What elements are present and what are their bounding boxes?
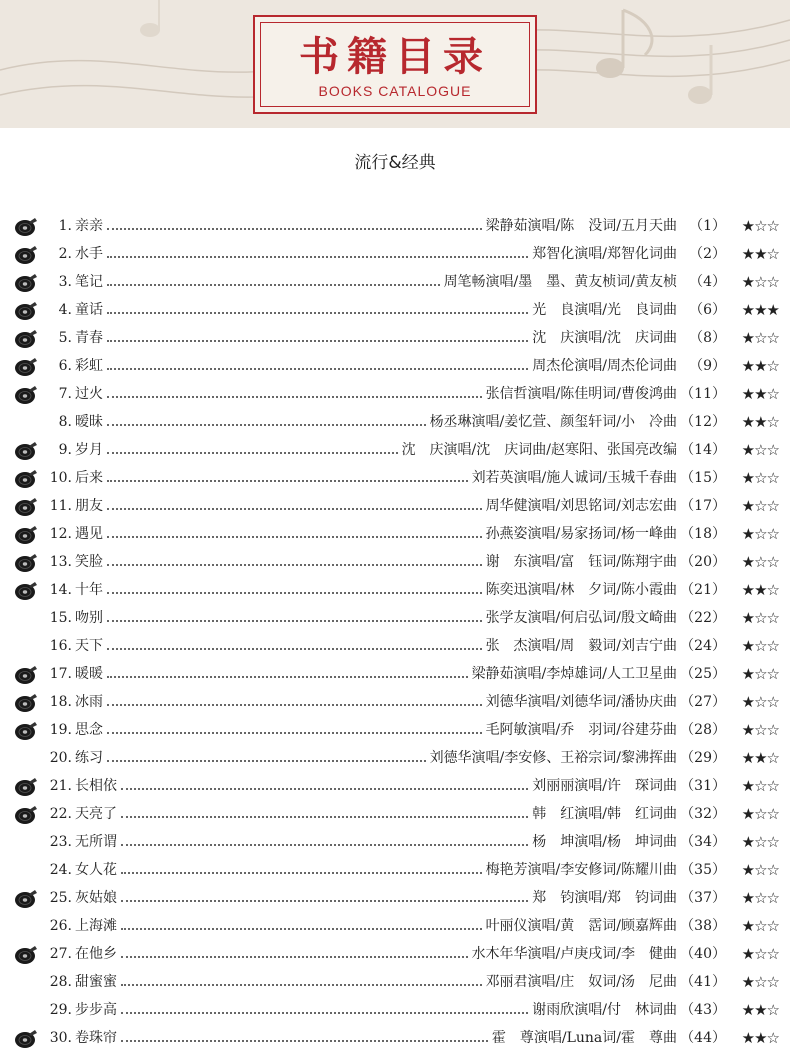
page-number: （37）: [680, 890, 726, 906]
vinyl-record-icon: [14, 553, 38, 573]
dot-leader: [107, 760, 426, 762]
song-title: 灰姑娘: [75, 890, 117, 906]
list-item[interactable]: [0, 520, 790, 548]
difficulty-rating: ★★☆: [741, 357, 779, 375]
page-number: （6）: [689, 302, 726, 318]
list-item[interactable]: [0, 240, 790, 268]
vinyl-record-icon: [14, 497, 38, 517]
difficulty-rating: ★☆☆: [741, 861, 779, 879]
page-number: （25）: [680, 666, 726, 682]
difficulty-rating: ★☆☆: [741, 329, 779, 347]
difficulty-rating: ★☆☆: [741, 497, 779, 515]
difficulty-rating: ★☆☆: [741, 665, 779, 683]
page-number: （43）: [680, 1002, 726, 1018]
page-number: （27）: [680, 694, 726, 710]
song-credits: 霍 尊演唱/Luna词/霍 尊曲: [491, 1030, 677, 1046]
dot-leader: [107, 312, 528, 314]
vinyl-record-icon: [14, 329, 38, 349]
page-number: （20）: [680, 554, 726, 570]
song-title: 无所谓: [75, 834, 117, 850]
list-item[interactable]: [0, 660, 790, 688]
list-item[interactable]: [0, 548, 790, 576]
list-item[interactable]: [0, 464, 790, 492]
item-number: 28.: [49, 974, 72, 990]
page-number: （44）: [680, 1030, 726, 1046]
item-number: 8.: [58, 414, 72, 430]
vinyl-record-icon: [14, 245, 38, 265]
header-banner: [0, 0, 790, 128]
song-title: 步步高: [75, 1002, 117, 1018]
page-number: （8）: [689, 330, 726, 346]
vinyl-record-icon: [14, 385, 38, 405]
song-title: 岁月: [75, 442, 103, 458]
song-credits: 郑 钧演唱/郑 钧词曲: [532, 890, 677, 906]
song-credits: 光 良演唱/光 良词曲: [532, 302, 677, 318]
list-item[interactable]: [0, 380, 790, 408]
catalogue-subtitle: BOOKS CATALOGUE: [318, 83, 472, 99]
page-number: （11）: [680, 386, 726, 402]
catalogue-title-box: [253, 15, 537, 114]
item-number: 22.: [49, 806, 72, 822]
song-credits: 沈 庆演唱/沈 庆词曲/赵寒阳、张国亮改编: [401, 442, 677, 458]
page-number: （14）: [680, 442, 726, 458]
difficulty-rating: ★★☆: [741, 245, 779, 263]
song-title: 甜蜜蜜: [75, 974, 117, 990]
page-number: （31）: [680, 778, 726, 794]
vinyl-record-icon: [14, 581, 38, 601]
difficulty-rating: ★★☆: [741, 1001, 779, 1019]
list-item[interactable]: [0, 352, 790, 380]
difficulty-rating: ★☆☆: [741, 273, 779, 291]
song-title: 吻别: [75, 610, 103, 626]
song-title: 天下: [75, 638, 103, 654]
song-credits: 陈奕迅演唱/林 夕词/陈小霞曲: [485, 582, 677, 598]
page-number: （24）: [680, 638, 726, 654]
vinyl-record-icon: [14, 525, 38, 545]
difficulty-rating: ★☆☆: [741, 721, 779, 739]
item-number: 12.: [49, 526, 72, 542]
song-credits: 谢 东演唱/富 钰词/陈翔宇曲: [485, 554, 677, 570]
vinyl-record-icon: [14, 1029, 38, 1049]
list-item[interactable]: [0, 604, 790, 632]
vinyl-record-icon: [14, 357, 38, 377]
item-number: 10.: [49, 470, 72, 486]
item-number: 5.: [58, 330, 72, 346]
song-credits: 刘德华演唱/刘德华词/潘协庆曲: [485, 694, 677, 710]
song-title: 笔记: [75, 274, 103, 290]
item-number: 20.: [49, 750, 72, 766]
difficulty-rating: ★☆☆: [741, 945, 779, 963]
dot-leader: [107, 620, 482, 622]
dot-leader: [121, 816, 528, 818]
dot-leader: [121, 900, 528, 902]
vinyl-record-icon: [14, 721, 38, 741]
list-item[interactable]: [0, 716, 790, 744]
page-number: （18）: [680, 526, 726, 542]
dot-leader: [107, 536, 482, 538]
list-item[interactable]: [0, 772, 790, 800]
song-credits: 张学友演唱/何启弘词/殷文崎曲: [485, 610, 677, 626]
item-number: 14.: [49, 582, 72, 598]
song-credits: 沈 庆演唱/沈 庆词曲: [532, 330, 677, 346]
song-title: 童话: [75, 302, 103, 318]
difficulty-rating: ★☆☆: [741, 553, 779, 571]
song-credits: 张 杰演唱/周 毅词/刘吉宁曲: [485, 638, 677, 654]
difficulty-rating: ★☆☆: [741, 525, 779, 543]
song-credits: 刘若英演唱/施人诚词/玉城千春曲: [471, 470, 677, 486]
page-number: （34）: [680, 834, 726, 850]
difficulty-rating: ★☆☆: [741, 805, 779, 823]
page-number: （4）: [689, 274, 726, 290]
dot-leader: [107, 732, 482, 734]
dot-leader: [107, 452, 398, 454]
song-title: 卷珠帘: [75, 1030, 117, 1046]
item-number: 27.: [49, 946, 72, 962]
difficulty-rating: ★★☆: [741, 385, 779, 403]
song-title: 女人花: [75, 862, 117, 878]
song-credits: 毛阿敏演唱/乔 羽词/谷建芬曲: [485, 722, 677, 738]
song-credits: 刘德华演唱/李安修、王裕宗词/黎沸挥曲: [429, 750, 677, 766]
difficulty-rating: ★☆☆: [741, 833, 779, 851]
vinyl-record-icon: [14, 469, 38, 489]
song-title: 暧昧: [75, 414, 103, 430]
list-item[interactable]: [0, 828, 790, 856]
song-credits: 刘丽丽演唱/许 琛词曲: [532, 778, 677, 794]
vinyl-record-icon: [14, 441, 38, 461]
dot-leader: [107, 648, 482, 650]
item-number: 1.: [58, 218, 72, 234]
item-number: 21.: [49, 778, 72, 794]
dot-leader: [121, 1012, 528, 1014]
list-item[interactable]: [0, 436, 790, 464]
dot-leader: [121, 984, 482, 986]
song-title: 亲亲: [75, 218, 103, 234]
page-number: （12）: [680, 414, 726, 430]
page-number: （41）: [680, 974, 726, 990]
list-item[interactable]: [0, 688, 790, 716]
page-number: （21）: [680, 582, 726, 598]
difficulty-rating: ★☆☆: [741, 917, 779, 935]
song-credits: 梅艳芳演唱/李安修词/陈耀川曲: [485, 862, 677, 878]
song-title: 练习: [75, 750, 103, 766]
song-credits: 谢雨欣演唱/付 林词曲: [532, 1002, 677, 1018]
difficulty-rating: ★★☆: [741, 1029, 779, 1047]
page-number: （28）: [680, 722, 726, 738]
item-number: 11.: [49, 498, 72, 514]
dot-leader: [121, 928, 482, 930]
list-item[interactable]: [0, 296, 790, 324]
dot-leader: [107, 424, 426, 426]
item-number: 25.: [49, 890, 72, 906]
song-title: 遇见: [75, 526, 103, 542]
song-credits: 周杰伦演唱/周杰伦词曲: [532, 358, 677, 374]
song-title: 在他乡: [75, 946, 117, 962]
song-credits: 杨丞琳演唱/姜忆萱、颜玺轩词/小 冷曲: [429, 414, 677, 430]
item-number: 17.: [49, 666, 72, 682]
list-item[interactable]: [0, 800, 790, 828]
dot-leader: [107, 508, 482, 510]
dot-leader: [121, 1040, 488, 1042]
dot-leader: [121, 872, 482, 874]
page-number: （32）: [680, 806, 726, 822]
page-number: （29）: [680, 750, 726, 766]
vinyl-record-icon: [14, 693, 38, 713]
vinyl-record-icon: [14, 217, 38, 237]
item-number: 30.: [49, 1030, 72, 1046]
dot-leader: [107, 592, 482, 594]
difficulty-rating: ★☆☆: [741, 777, 779, 795]
vinyl-record-icon: [14, 665, 38, 685]
difficulty-rating: ★☆☆: [741, 889, 779, 907]
dot-leader: [121, 844, 528, 846]
list-item[interactable]: [0, 576, 790, 604]
song-title: 过火: [75, 386, 103, 402]
difficulty-rating: ★★☆: [741, 413, 779, 431]
song-credits: 邓丽君演唱/庄 奴词/汤 尼曲: [485, 974, 677, 990]
page-number: （40）: [680, 946, 726, 962]
dot-leader: [107, 480, 468, 482]
item-number: 15.: [49, 610, 72, 626]
song-credits: 水木年华演唱/卢庚戌词/李 健曲: [471, 946, 677, 962]
list-item[interactable]: [0, 856, 790, 884]
item-number: 26.: [49, 918, 72, 934]
list-item[interactable]: [0, 268, 790, 296]
catalogue-title: 书籍目录: [299, 34, 491, 80]
list-item[interactable]: [0, 744, 790, 772]
song-credits: 周笔畅演唱/墨 墨、黄友桢词/黄友桢: [443, 274, 677, 290]
song-credits: 韩 红演唱/韩 红词曲: [532, 806, 677, 822]
song-credits: 周华健演唱/刘思铭词/刘志宏曲: [485, 498, 677, 514]
item-number: 6.: [58, 358, 72, 374]
list-item[interactable]: [0, 212, 790, 240]
list-item[interactable]: [0, 492, 790, 520]
page-number: （9）: [689, 358, 726, 374]
dot-leader: [107, 284, 440, 286]
difficulty-rating: ★☆☆: [741, 637, 779, 655]
item-number: 9.: [58, 442, 72, 458]
difficulty-rating: ★☆☆: [741, 693, 779, 711]
song-title: 彩虹: [75, 358, 103, 374]
vinyl-record-icon: [14, 273, 38, 293]
song-title: 长相依: [75, 778, 117, 794]
page-number: （38）: [680, 918, 726, 934]
item-number: 18.: [49, 694, 72, 710]
song-credits: 梁静茹演唱/陈 没词/五月天曲: [485, 218, 677, 234]
dot-leader: [107, 676, 468, 678]
list-item[interactable]: [0, 940, 790, 968]
list-item[interactable]: [0, 968, 790, 996]
song-credits: 叶丽仪演唱/黄 霑词/顾嘉辉曲: [485, 918, 677, 934]
page-number: （1）: [689, 218, 726, 234]
item-number: 23.: [49, 834, 72, 850]
song-title: 笑脸: [75, 554, 103, 570]
list-item[interactable]: [0, 1024, 790, 1052]
list-item[interactable]: [0, 912, 790, 940]
list-item[interactable]: [0, 408, 790, 436]
item-number: 19.: [49, 722, 72, 738]
page-number: （17）: [680, 498, 726, 514]
item-number: 4.: [58, 302, 72, 318]
page-number: （22）: [680, 610, 726, 626]
song-title: 天亮了: [75, 806, 117, 822]
dot-leader: [107, 564, 482, 566]
vinyl-record-icon: [14, 945, 38, 965]
difficulty-rating: ★★★: [741, 301, 779, 319]
difficulty-rating: ★☆☆: [741, 217, 779, 235]
song-title: 十年: [75, 582, 103, 598]
song-credits: 梁静茹演唱/李焯雄词/人工卫星曲: [471, 666, 677, 682]
song-title: 水手: [75, 246, 103, 262]
dot-leader: [107, 228, 482, 230]
item-number: 2.: [58, 246, 72, 262]
list-item[interactable]: [0, 632, 790, 660]
vinyl-record-icon: [14, 777, 38, 797]
song-title: 暖暖: [75, 666, 103, 682]
dot-leader: [121, 956, 468, 958]
difficulty-rating: ★☆☆: [741, 609, 779, 627]
song-title: 思念: [75, 722, 103, 738]
song-title: 冰雨: [75, 694, 103, 710]
dot-leader: [107, 256, 528, 258]
page-number: （15）: [680, 470, 726, 486]
dot-leader: [107, 396, 482, 398]
song-title: 上海滩: [75, 918, 117, 934]
item-number: 24.: [49, 862, 72, 878]
item-number: 16.: [49, 638, 72, 654]
song-title: 后来: [75, 470, 103, 486]
difficulty-rating: ★☆☆: [741, 469, 779, 487]
dot-leader: [121, 788, 528, 790]
song-credits: 张信哲演唱/陈佳明词/曹俊鸿曲: [485, 386, 677, 402]
vinyl-record-icon: [14, 889, 38, 909]
list-item[interactable]: [0, 324, 790, 352]
item-number: 7.: [58, 386, 72, 402]
list-item[interactable]: [0, 884, 790, 912]
page-number: （2）: [689, 246, 726, 262]
dot-leader: [107, 704, 482, 706]
dot-leader: [107, 340, 528, 342]
vinyl-record-icon: [14, 805, 38, 825]
list-item[interactable]: [0, 996, 790, 1024]
song-credits: 孙燕姿演唱/易家扬词/杨一峰曲: [485, 526, 677, 542]
vinyl-record-icon: [14, 301, 38, 321]
difficulty-rating: ★★☆: [741, 749, 779, 767]
dot-leader: [107, 368, 528, 370]
item-number: 3.: [58, 274, 72, 290]
section-title: 流行&经典: [354, 153, 436, 173]
song-title: 朋友: [75, 498, 103, 514]
song-credits: 郑智化演唱/郑智化词曲: [532, 246, 677, 262]
song-title: 青春: [75, 330, 103, 346]
page-number: （35）: [680, 862, 726, 878]
item-number: 13.: [49, 554, 72, 570]
difficulty-rating: ★★☆: [741, 581, 779, 599]
item-number: 29.: [49, 1002, 72, 1018]
difficulty-rating: ★☆☆: [741, 441, 779, 459]
difficulty-rating: ★☆☆: [741, 973, 779, 991]
song-credits: 杨 坤演唱/杨 坤词曲: [532, 834, 677, 850]
